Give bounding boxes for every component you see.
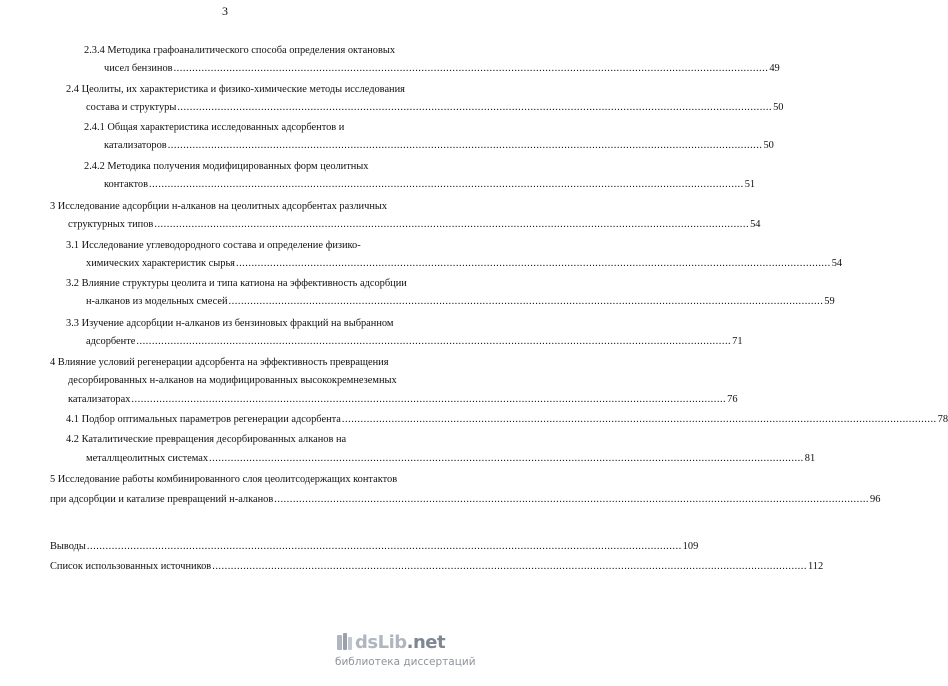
toc-page-number: 54 — [750, 219, 761, 230]
toc-page-number: 109 — [682, 541, 699, 552]
toc-leader-dots — [274, 493, 869, 506]
toc-leader-dots — [131, 393, 726, 406]
toc-leader-dots — [342, 413, 937, 426]
toc-entry-4-2-line2 — [86, 452, 816, 465]
toc-leader-dots — [174, 62, 769, 75]
toc-page-number: 76 — [727, 394, 738, 405]
toc-page-number: 59 — [824, 296, 835, 307]
toc-entry-text: катализаторов — [104, 140, 167, 151]
toc-entry-2-4-2-line1: 2.4.2 Методика получения модифицированных форм цеолитных — [84, 161, 369, 172]
toc-page-number: 96 — [870, 494, 881, 505]
toc-entry-4-line1: 4 Влияние условий регенерации адсорбента на эффективность превращения — [50, 357, 389, 368]
toc-leader-dots — [136, 335, 731, 348]
toc-page-number: 71 — [732, 336, 743, 347]
toc-leader-dots — [177, 101, 772, 114]
toc-entry-3-1-line1: 3.1 Исследование углеводородного состава и определение физико- — [66, 240, 361, 251]
toc-entry-3-2-line1: 3.2 Влияние структуры цеолита и типа катиона на эффективность адсорбции — [66, 278, 407, 289]
toc-entry-2-3-4-line2 — [104, 62, 780, 75]
toc-page-number: 81 — [804, 453, 816, 464]
toc-entry-text: Список использованных источников — [50, 561, 212, 572]
toc-leader-dots — [209, 452, 804, 465]
toc-leader-dots — [236, 257, 831, 270]
toc-page-number: 50 — [763, 140, 774, 151]
page-number: 3 — [222, 4, 228, 18]
toc-entry-2-4-2-line2 — [104, 178, 756, 191]
dslib-logo-icon — [335, 632, 353, 652]
toc-entry-text: контактов — [104, 179, 148, 190]
toc-entry-text: структурных типов — [68, 219, 154, 230]
toc-leader-dots — [212, 560, 807, 573]
toc-entry-text: адсорбенте — [86, 336, 136, 347]
toc-leader-dots — [154, 218, 749, 231]
toc-entry-4-1 — [66, 413, 948, 426]
toc-entry-4-2-line1: 4.2 Каталитические превращения десорбированных алканов на — [66, 434, 347, 445]
toc-entry-text: 4.1 Подбор оптимальных параметров регенерации адсорбента — [66, 414, 341, 425]
toc-page-number: 50 — [773, 102, 784, 113]
toc-page-number: 51 — [744, 179, 756, 190]
toc-page-number: 78 — [937, 414, 948, 425]
toc-entry-text: н-алканов из модельных смесей — [86, 296, 228, 307]
toc-entry-text: металлцеолитных системах — [86, 453, 209, 464]
toc-entry-conclusions — [50, 540, 699, 553]
watermark-brand-domain: .net — [406, 632, 446, 653]
toc-entry-2-4-line2 — [86, 101, 784, 114]
toc-leader-dots — [168, 139, 763, 152]
toc-entry-4-line2: десорбированных н-алканов на модифицированных высококремнеземных — [68, 375, 397, 386]
toc-entry-4-line3 — [68, 393, 738, 406]
toc-entry-5-line1: 5 Исследование работы комбинированного слоя цеолитсодержащих контактов — [50, 474, 398, 485]
toc-entry-3-2-line2 — [86, 295, 835, 308]
toc-entry-text: Выводы — [50, 541, 86, 552]
toc-leader-dots — [229, 295, 824, 308]
toc-entry-2-4-1-line2 — [104, 139, 774, 152]
toc-leader-dots — [87, 540, 682, 553]
toc-entry-text: катализаторах — [68, 394, 131, 405]
watermark-brand-name: dsLib — [355, 632, 407, 653]
toc-page-number: 49 — [769, 63, 780, 74]
toc-page-number: 112 — [807, 561, 824, 572]
toc-entry-2-3-4-line1: 2.3.4 Методика графоаналитического способа определения октановых — [84, 45, 396, 56]
toc-entry-text: чисел бензинов — [104, 63, 173, 74]
toc-entry-2-4-line1: 2.4 Цеолиты, их характеристика и физико-химические методы исследования — [66, 84, 405, 95]
toc-entry-3-3-line2 — [86, 335, 743, 348]
toc-entry-3-line1: 3 Исследование адсорбции н-алканов на цеолитных адсорбентах различных — [50, 201, 388, 212]
toc-entry-text: состава и структуры — [86, 102, 177, 113]
toc-entry-5-line2 — [50, 493, 881, 506]
toc-leader-dots — [149, 178, 744, 191]
watermark-brand — [355, 632, 445, 653]
toc-entry-3-1-line2 — [86, 257, 843, 270]
toc-entry-text: при адсорбции и катализе превращений н-алканов — [50, 494, 274, 505]
toc-entry-text: химических характеристик сырья — [86, 258, 235, 269]
toc-entry-3-3-line1: 3.3 Изучение адсорбции н-алканов из бензиновых фракций на выбранном — [66, 318, 394, 329]
toc-page-number: 54 — [831, 258, 843, 269]
watermark-tagline: библиотека диссертаций — [335, 656, 476, 668]
toc-entry-2-4-1-line1: 2.4.1 Общая характеристика исследованных адсорбентов и — [84, 122, 345, 133]
toc-entry-references — [50, 560, 824, 573]
toc-entry-3-line2 — [68, 218, 761, 231]
